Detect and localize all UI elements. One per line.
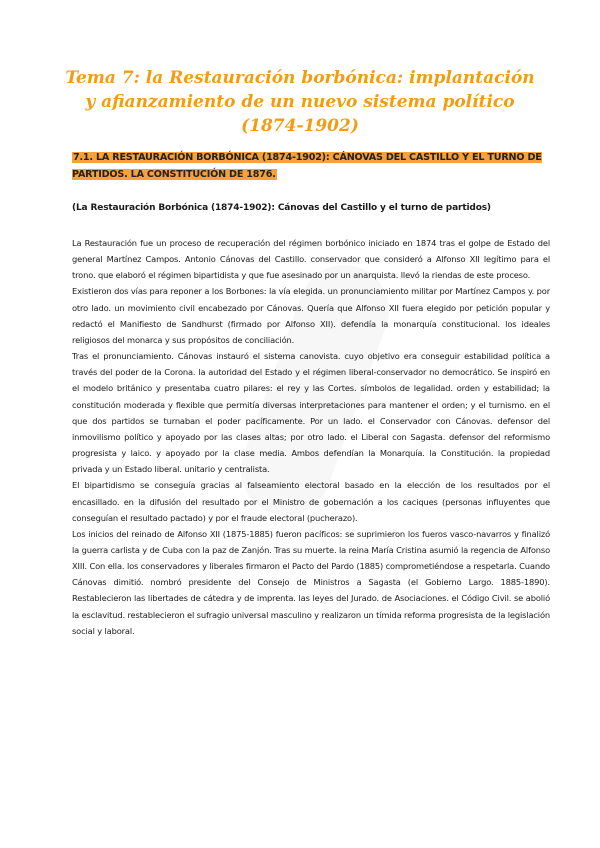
- body-text: [72, 235, 550, 639]
- paragraph: El bipartidismo se conseguía gracias al falseamiento electoral basado en la elección de los resultados por el encasillado. en la difusión del resultado por el Ministro de gobernación a los caciques (personas influyentes que conseguían el resultado pactado) y por el fraude electoral (pucherazo).: [72, 480, 550, 523]
- paragraph: Tras el pronunciamiento. Cánovas instauró el sistema canovista. cuyo objetivo era conseguir estabilidad política a través del poder de la Corona. la autoridad del Estado y el régimen liberal-conservador no democrático. Se inspiró en el modelo británico y presentaba cuatro pilares: el rey y las Cortes. símbolos de legalidad. orden y estabilidad; la constitución moderada y flexible que permitía diversas interpretaciones para mantener el orden; y el turnismo. en el que dos partidos se turnaban el poder pacíficamente. Por un lado. el Conservador con Cánovas. defensor del inmovilismo político y apoyado por las clases altas; por otro lado. el Liberal con Sagasta. defensor del reformismo progresista y laico. y apoyado por la clase media. Ambos defendían la Monarquía. la Constitución. la propiedad privada y un Estado liberal. unitario y centralista.: [72, 351, 550, 475]
- subheading: (La Restauración Borbónica (1874-1902): Cánovas del Castillo y el turno de partidos): [72, 203, 491, 213]
- paragraph: Los inicios del reinado de Alfonso XII (1875-1885) fueron pacíficos: se suprimieron los fueros vasco-navarros y finalizó la guerra carlista y de Cuba con la paz de Zanjón. Tras su muerte. la reina María Cristina asumió la regencia de Alfonso XIII. Con ella. los conservadores y liberales firmaron el Pacto del Pardo (1885) comprometiéndose a respetarla. Cuando Cánovas dimitió. nombró presidente del Consejo de Ministros a Sagasta (el Gobierno Largo. 1885-1890). Restablecieron las libertades de cátedra y de imprenta. las leyes del Jurado. de Asociaciones. el Código Civil. se abolió la esclavitud. restablecieron el sufragio universal masculino y realizaron un tímida reforma progresista de la legislación social y laboral.: [72, 528, 550, 636]
- document-title: Tema 7: la Restauración borbónica: implantación y afianzamiento de un nuevo sistema político (1874-1902): [65, 68, 535, 136]
- paragraph: La Restauración fue un proceso de recuperación del régimen borbónico iniciado en 1874 tras el golpe de Estado del general Martínez Campos. Antonio Cánovas del Castillo. conservador que consideró a Alfonso XII legítimo para el trono. que elaboró el régimen bipartidista y que fue asesinado por un anarquista. llevó la riendas de este proceso.: [72, 238, 550, 281]
- section-heading-highlight: 7.1. LA RESTAURACIÓN BORBÓNICA (1874-1902): CÁNOVAS DEL CASTILLO Y EL TURNO DE PARTIDOS. LA CONSTITUCIÓN DE 1876.: [72, 152, 542, 180]
- paragraph: Existieron dos vías para reponer a los Borbones: la vía elegida. un pronunciamiento militar por Martínez Campos y. por otro lado. un movimiento civil encabezado por Cánovas. Quería que Alfonso XII fuera elegido por petición popular y redactó el Manifiesto de Sandhurst (firmado por Alfonso XII). defendía la monarquía constitucional. los ideales religiosos del monarca y sus propósitos de conciliación.: [72, 286, 550, 345]
- section-heading: [72, 150, 550, 183]
